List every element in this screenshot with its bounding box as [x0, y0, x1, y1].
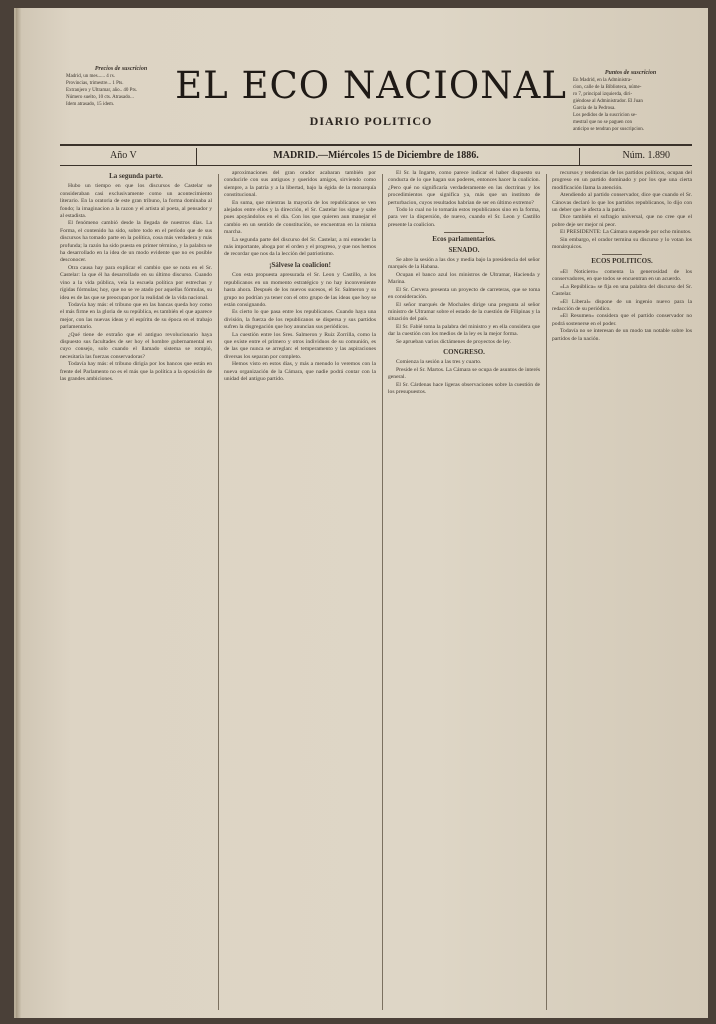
- column-divider: [218, 174, 219, 1010]
- paragraph: «El Liberal» dispone de un ingenio nuevo para la redacción de su periódico.: [552, 298, 692, 312]
- paragraph: Atendiendo al partido conservador, dice que cuando el Sr. Cánovas declaró lo que los partidos republicanos, lo dijo con un deber que le afecta a la patria.: [552, 192, 692, 214]
- paragraph: Sin embargo, el orador termina su discurso y lo votan los monárquicos.: [552, 236, 692, 251]
- paragraph: Se aprueban varios dictámenes de proyectos de ley.: [396, 338, 511, 345]
- paragraph: El Sr. Cervera presenta un proyecto de carreteras, que se toma en consideración.: [388, 286, 540, 301]
- paragraph: recursos y tendencias de los partidos políticos, ocupan del progreso en un partido dominado y por los que una cierta modificación llama la atención.: [552, 170, 692, 191]
- column-divider: [546, 174, 547, 1010]
- paragraph: La segunda parte del discurso del Sr. Castelar, a mi entender la más importante, aboga por el orden y el progreso, y que nos hemos de recordar que nos da la lección del patriotismo.: [224, 236, 376, 258]
- paragraph: Todavía hay más: el tribuno que en las bancas queda hoy como el más firme en la gloria de su república, es también el que aparece mejor, con las nuevas ideas y el espíritu de su época en el trabajo parlamentario.: [60, 301, 212, 331]
- issue-date: MADRID.—Miércoles 15 de Diciembre de 1886.: [273, 150, 479, 161]
- paragraph: El Sr. la Ingarte, como parece indicar el haber dispuesto su conducta de lo que hagan sus poderes, entonces hacer la coalicion. ¿Pero qué no significaría verdaderamente en las doctrinas y los procedimientos que significa ya, más que un instituto de perturbacion, cuyos resultados habrían de ser en último extremo?: [388, 170, 540, 206]
- paragraph: El fenómeno cambió desde la llegada de nuestros días. La Forma, el contenido ha sido, sobre todo en el período que de sus discursos ha tomado parte en la política, cosa más verdadera y más profunda; la razón ha sido puesta en primer término, y la palabra se ha desarrollado en la idea de un modo evidente que no es posible desconocer.: [60, 220, 212, 264]
- paragraph: Preside el Sr. Martos. La Cámara se ocupa de asuntos de interés general.: [388, 366, 540, 381]
- paragraph: Con esta propuesta apresurada el Sr. Leon y Castillo, a los republicanos en un momento estratégico y no hay inconveniente hasta ahora. Después de los nuevos sucesos, el Sr. Salmeron y su grupo no podrían ya tener con el otro grupo de las ideas que hoy se están consignando.: [224, 272, 376, 308]
- subscription-right-line: cion, calle de la Biblioteca, núme-: [573, 85, 642, 90]
- subscription-right-line: giéndose al Administrador. El Juan: [573, 99, 643, 104]
- paragraph: El PRESIDENTE: La Cámara suspende por ocho minutos.: [560, 229, 692, 236]
- paragraph: Todavía no se interesan de un modo tan notable sobre los partidos de la nación.: [552, 328, 692, 342]
- subscription-left-line: Extranjero y Ultramar, año.. 40 Pts.: [66, 88, 138, 93]
- paragraph: Es cierto lo que pasa entre los republicanos. Cuando haya una división, la fuerza de los republicanos se dispersa y sus partidos sufren la disgregación que hoy anuncian sus periódicos.: [224, 309, 376, 331]
- paragraph: Todavía hay más: el tribuno dirigía por los bancos que están en frente del Parlamento no es el más que la política a la oposición de las grandes ambiciones.: [60, 361, 212, 382]
- masthead: [46, 58, 696, 138]
- paragraph: «El Noticiero» comenta la generosidad de los conservadores, en que todos se encuentran en un acuerdo.: [552, 268, 692, 283]
- section-rule: [444, 232, 484, 233]
- subscription-right-line: En Madrid, en la Administra-: [573, 78, 632, 83]
- column-1: [60, 170, 212, 1010]
- paragraph: Dice también el sufragio universal, que no cree que el pobre deje ser mejor ni peor.: [552, 214, 692, 228]
- article-heading: Ecos parlamentarios.: [432, 235, 496, 244]
- paragraph: En suma, que mientras la mayoría de los republicanos se ven alejados entre ellos y la dirección, el Sr. Castelar los sigue y sabe pues apoyándolos en el día. Con los que quieren aun manejar el cambio en un sentido de constitución, se encuentran en la misma marcha.: [224, 199, 376, 236]
- paragraph: «El Resumen» considera que el partido conservador no podrá sostenerse en el poder.: [552, 313, 692, 327]
- section-heading: CONGRESO.: [443, 347, 485, 356]
- paragraph: Ocupan el banco azul los ministros de Ultramar, Hacienda y Marina.: [388, 271, 540, 286]
- paragraph: Comienza la sesión a las tres y cuarto.: [396, 359, 482, 366]
- newspaper-title: EL ECO NACIONAL: [175, 64, 567, 107]
- paragraph: Se abre la sesión a las dos y media bajo la presidencia del señor marqués de la Habana.: [388, 257, 540, 271]
- paragraph: «La República» se fija en una palabra del discurso del Sr. Castelar.: [552, 283, 692, 298]
- column-4: [552, 170, 692, 1010]
- subscription-right-line: Los pedidos de la suscricion se-: [573, 113, 637, 118]
- subscription-right-heading: Puntos de suscricion: [604, 70, 657, 76]
- section-heading: SENADO.: [448, 245, 480, 254]
- paragraph: Otra causa hay para explicar el cambio que se nota en el Sr. Castelar: la que él ha desarrollado en su último discurso. Cuando vino a la vida pública, veía la escuela política por estrechas y rígidas fórmulas; hoy, que no se ve atado por aquellas fórmulas, su idea es de las que se preocupan por la realidad de la vida nacional.: [60, 264, 212, 301]
- article-heading: ECOS POLITICOS.: [591, 257, 653, 266]
- issue-number: Núm. 1.890: [622, 150, 670, 161]
- subscription-points-right: [573, 70, 688, 133]
- paragraph: El señor marqués de Mochales dirige una pregunta al señor ministro de Ultramar sobre el estado de la cuestión de Filipinas y la situación del país.: [388, 301, 540, 323]
- column-2: [224, 170, 376, 1010]
- paragraph: Hemos visto en estos días, y más a menudo lo veremos con la nueva organización de la Cámara, que nadie podrá contar con la unidad del antiguo partido.: [224, 361, 376, 382]
- article-heading: La segunda parte.: [109, 172, 163, 180]
- paragraph: ¿Qué tiene de extraño que el antiguo revolucionario haya dispuesto sus facultades de ser hoy el hombre gubernamental en cuyo consejo, solo cuando el llamado sistema se rompió, necesitaría las fuerzas conservadoras?: [60, 331, 212, 360]
- subscription-right-line: anticipo se tendran por suscripcion.: [573, 127, 644, 132]
- subscription-left-line: Número suelto, 10 cts. Atrasado...: [66, 95, 134, 100]
- subscription-right-line: ro 7, principal izquierda, diri-: [573, 92, 633, 97]
- subscription-left-line: Provincias, trimestre... 1 Pts.: [66, 81, 124, 86]
- subscription-left-line: Madrid, un mes...... 4 rs.: [66, 74, 115, 79]
- paragraph: Hubo un tiempo en que los discursos de Castelar se consideraban casi exclusivamente como un acontecimiento literario. En la oratoria de este gran tribuno, la forma dominaba al fondo; la imaginacion a la razon y el artista al poeta, al pensador y al estadista.: [60, 183, 212, 220]
- article-heading: ¡Sálvese la coalicion!: [269, 260, 331, 269]
- paragraph: El Sr. Fabié toma la palabra del ministro y en ella considera que dar la cuestión con los medios de la ley es la mejor forma.: [388, 323, 540, 338]
- issue-year: Año V: [110, 150, 137, 161]
- section-rule: [602, 254, 642, 255]
- subscription-left-heading: Precios de suscricion: [94, 66, 148, 72]
- subscription-right-line: Garcia de la Pedrosa.: [573, 106, 616, 111]
- paragraph: El Sr. Cárdenas hace ligeras observaciones sobre la cuestión de los presupuestos.: [388, 381, 540, 395]
- subscription-left-line: Idem atrasado, 15 idem.: [66, 102, 115, 107]
- article-columns: [60, 170, 692, 1010]
- column-3: [388, 170, 540, 1010]
- subscription-right-line: mestral que no se paguen con: [573, 120, 633, 125]
- column-divider: [382, 174, 383, 1010]
- dateline-bar: [60, 144, 692, 166]
- paragraph: aproximaciones del gran orador acabaran también por conducirle con sus antiguos y queridos amigos, sirviendo como siempre, a la patria y a la libertad, bajo la égida de la monarquía constitucional.: [224, 170, 376, 199]
- page-fold: [16, 8, 22, 1018]
- newspaper-page: [14, 8, 708, 1018]
- paragraph: La cuestión entre los Sres. Salmeron y Ruiz Zorrilla, como la que existe entre el primero y otros individuos de su comunión, es de las que nunca se arreglan: el temperamento y las aspiraciones diversas los separan por completo.: [224, 331, 376, 360]
- paragraph: Todo lo cual no lo tomarán estos republicanos sino en la forma, para ver la dispersión, de nuevo, cuando el Sr. Leon y Castillo presente la coalicion.: [388, 207, 540, 228]
- newspaper-subtitle: DIARIO POLITICO: [309, 114, 433, 128]
